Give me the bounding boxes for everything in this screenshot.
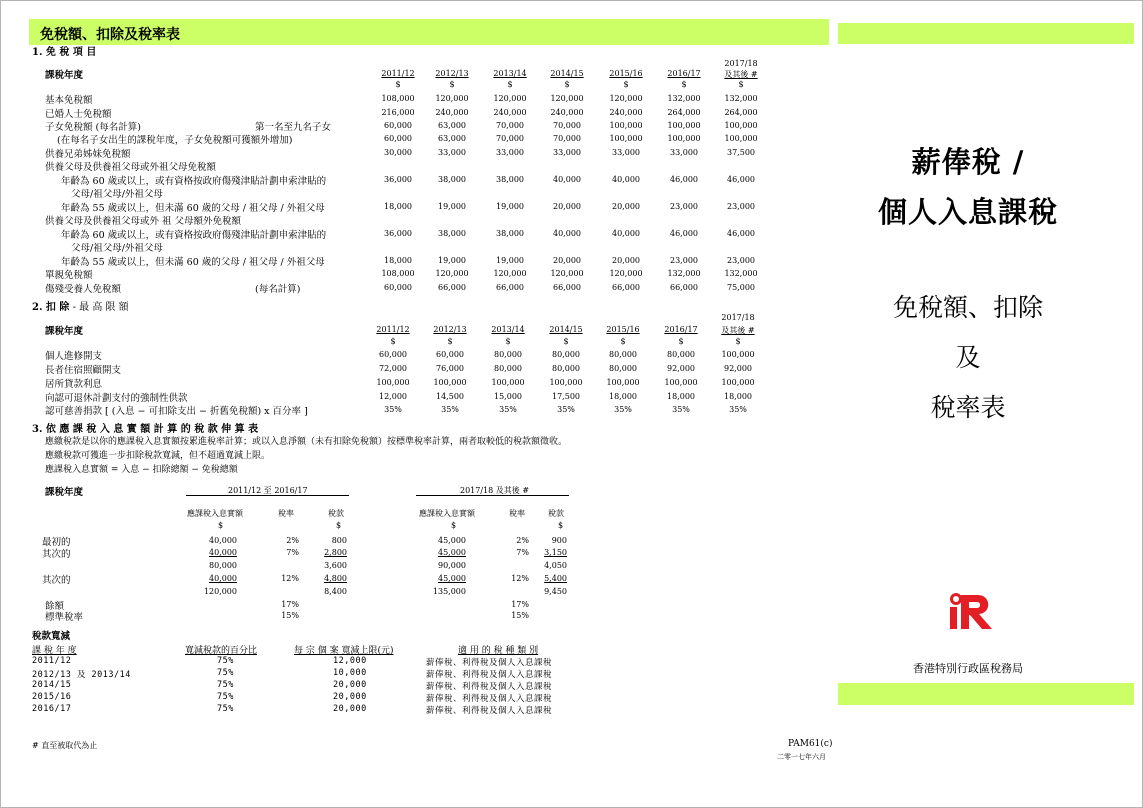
deduction-value: 35%	[557, 405, 575, 414]
section3-line3: 應課稅入息實額 = 入息 − 扣除總額 − 免稅總額	[45, 465, 238, 475]
rate-table-cell: 15%	[511, 611, 529, 620]
allowance-value: 40,000	[553, 229, 581, 238]
year-column-header-last-top: 2017/18	[721, 313, 755, 322]
waiver-cell: 75%	[217, 656, 234, 666]
waiver-cell: 2011/12	[32, 656, 72, 666]
allowance-value: 23,000	[727, 256, 755, 265]
allowance-value: 70,000	[553, 134, 581, 143]
year-column-header: 2011/12	[376, 325, 410, 334]
dollar-sign: $	[735, 337, 741, 346]
period-b-header: 2017/18 及其後 #	[460, 486, 530, 495]
dollar-sign: $	[681, 80, 687, 89]
allowance-value: 70,000	[496, 121, 524, 130]
rate-band-label: 最初的	[42, 537, 71, 548]
allowance-value: 63,000	[438, 121, 466, 130]
rate-table-cell: 17%	[511, 600, 529, 609]
waiver-cell: 薪俸稅、利得稅及個人入息課稅	[426, 694, 553, 704]
rate-header-a: 稅率	[278, 509, 294, 518]
deduction-value: 80,000	[552, 350, 580, 359]
year-column-header: 2012/13	[435, 69, 469, 78]
allowance-value: 120,000	[493, 94, 527, 103]
cover-subtitle-line2: 及	[955, 343, 981, 372]
waiver-title: 稅款寬減	[32, 631, 71, 642]
allowance-value: 120,000	[493, 269, 527, 278]
allowance-value: 100,000	[667, 134, 701, 143]
allowance-value: 36,000	[384, 229, 412, 238]
deduction-value: 18,000	[724, 392, 752, 401]
year-column-header: 2011/12	[381, 69, 415, 78]
allowance-value: 19,000	[438, 256, 466, 265]
deduction-label: 認可慈善捐款 [ (入息 − 可扣除支出 − 折舊免稅額) x 百分率 ]	[45, 406, 308, 417]
allowance-value: 132,000	[667, 94, 701, 103]
deduction-value: 72,000	[379, 364, 407, 373]
period-b-rule	[416, 495, 569, 496]
period-a-rule	[186, 495, 349, 496]
waiver-cell: 75%	[217, 704, 234, 714]
allowance-value: 120,000	[435, 94, 469, 103]
waiver-cell: 20,000	[333, 692, 367, 702]
rate-table-cell: 7%	[516, 548, 529, 557]
waiver-cell: 2015/16	[32, 692, 72, 702]
allowance-label: 子女免稅額 (每名計算)	[45, 122, 141, 133]
cover-bottom-band	[838, 683, 1134, 705]
rate-table-cell: 40,000	[209, 536, 237, 545]
dollar-sign: $	[738, 80, 744, 89]
allowance-value: 46,000	[727, 229, 755, 238]
rate-table-cell: 40,000	[209, 574, 237, 583]
cover-title-line2: 個人入息課稅	[877, 195, 1058, 229]
waiver-header-ceiling: 每 宗 個 案 寬減上限(元)	[294, 646, 394, 656]
rate-header-b: 稅率	[509, 509, 525, 518]
deduction-value: 80,000	[552, 364, 580, 373]
tax-header-b: 稅款	[548, 509, 564, 518]
year-column-header: 2016/17	[664, 325, 698, 334]
section3-year-header: 課稅年度	[45, 487, 84, 498]
allowance-value: 120,000	[550, 94, 584, 103]
allowance-value: 38,000	[438, 175, 466, 184]
rate-table-cell: 17%	[281, 600, 299, 609]
allowance-value: 60,000	[384, 134, 412, 143]
waiver-cell: 2016/17	[32, 704, 72, 714]
deduction-value: 35%	[384, 405, 402, 414]
allowance-value: 20,000	[612, 256, 640, 265]
rate-table-cell: 80,000	[209, 561, 237, 570]
waiver-cell: 75%	[217, 680, 234, 690]
waiver-header-year: 課 稅 年 度	[32, 646, 77, 656]
allowance-label: 年齡為 55 歲或以上，但未滿 60 歲的父母 / 祖父母 / 外祖父母	[61, 203, 325, 214]
allowance-value: 33,000	[553, 148, 581, 157]
rate-table-cell: 9,450	[544, 587, 567, 596]
rate-table-cell: 90,000	[438, 561, 466, 570]
rate-table-cell: 4,800	[324, 574, 347, 583]
allowance-value: 19,000	[496, 256, 524, 265]
allowance-value: 18,000	[384, 256, 412, 265]
allowance-value: 120,000	[609, 269, 643, 278]
deduction-value: 100,000	[664, 378, 698, 387]
cover-title-line1: 薪俸稅 /	[911, 145, 1025, 179]
allowance-value: 240,000	[609, 108, 643, 117]
rate-table-cell: 2%	[286, 536, 299, 545]
deduction-value: 80,000	[667, 350, 695, 359]
footnote: # 直至被取代為止	[32, 741, 98, 750]
deduction-value: 18,000	[609, 392, 637, 401]
allowance-value: 132,000	[724, 94, 758, 103]
allowance-value: 240,000	[435, 108, 469, 117]
allowance-value: 63,000	[438, 134, 466, 143]
allowance-value: 66,000	[438, 283, 466, 292]
allowance-value: 33,000	[670, 148, 698, 157]
allowance-value: 70,000	[553, 121, 581, 130]
rate-table-cell: 120,000	[203, 587, 237, 596]
ird-logo	[948, 591, 996, 631]
rate-table-cell: 135,000	[432, 587, 466, 596]
allowance-value: 216,000	[381, 108, 415, 117]
allowance-label: 已婚人士免稅額	[45, 109, 112, 120]
deduction-value: 80,000	[494, 364, 522, 373]
deduction-label: 個人進修開支	[45, 351, 103, 362]
dollar-a2: $	[336, 521, 342, 530]
rate-table-cell: 45,000	[438, 574, 466, 583]
allowance-label: 年齡為 60 歲或以上，或有資格按政府傷殘津貼計劃申索津貼的	[61, 176, 327, 187]
deduction-label: 居所貸款利息	[45, 379, 103, 390]
rate-table-cell: 900	[551, 536, 567, 545]
allowance-value: 23,000	[670, 202, 698, 211]
allowance-value: 66,000	[670, 283, 698, 292]
dollar-sign: $	[623, 80, 629, 89]
allowance-value: 30,000	[384, 148, 412, 157]
rate-band-label: 餘額	[45, 601, 65, 612]
dollar-sign: $	[447, 337, 453, 346]
waiver-cell: 75%	[217, 668, 234, 678]
waiver-cell: 薪俸稅、利得稅及個人入息課稅	[426, 682, 553, 692]
allowance-value: 66,000	[496, 283, 524, 292]
net-income-header-b: 應課稅入息實額	[419, 509, 475, 518]
rate-table-cell: 2,800	[324, 548, 347, 557]
allowance-value: 18,000	[384, 202, 412, 211]
allowance-label: 傷殘受養人免稅額	[45, 284, 122, 295]
allowance-value: 38,000	[438, 229, 466, 238]
rate-table-cell: 40,000	[209, 548, 237, 557]
dollar-sign: $	[620, 337, 626, 346]
year-column-header: 2012/13	[433, 325, 467, 334]
deduction-value: 100,000	[376, 378, 410, 387]
allowance-value: 240,000	[550, 108, 584, 117]
year-column-header: 2013/14	[491, 325, 525, 334]
allowance-label: 父母/祖父母/外祖父母	[71, 243, 163, 254]
allowance-value: 66,000	[612, 283, 640, 292]
cover-subtitle-line3: 稅率表	[930, 393, 1006, 422]
section3-line2: 應繳稅款可獲進一步扣除稅款寬減，但不超過寬減上限。	[45, 451, 271, 461]
deduction-value: 17,500	[552, 392, 580, 401]
rate-table-cell: 12%	[281, 574, 299, 583]
rate-table-cell: 45,000	[438, 536, 466, 545]
section1-year-header: 課稅年度	[45, 70, 84, 81]
allowance-value: 70,000	[496, 134, 524, 143]
deduction-label: 向認可退休計劃支付的強制性供款	[45, 393, 188, 404]
allowance-value: 20,000	[553, 256, 581, 265]
cover-subtitle-line1: 免稅額、扣除	[892, 293, 1043, 322]
allowance-label: 供養父母及供養祖父母或外祖父母免稅額	[45, 162, 217, 173]
allowance-value: 40,000	[612, 229, 640, 238]
allowance-value: 40,000	[553, 175, 581, 184]
rate-band-label: 其次的	[42, 549, 71, 560]
rate-table-cell: 3,600	[324, 561, 347, 570]
deduction-label: 長者住宿照顧開支	[45, 365, 122, 376]
deduction-value: 92,000	[667, 364, 695, 373]
rate-band-label: 標準稅率	[45, 612, 84, 623]
deduction-value: 35%	[729, 405, 747, 414]
allowance-label: 供養父母及供養祖父母或外 祖 父母額外免稅額	[45, 216, 242, 227]
allowance-value: 75,000	[727, 283, 755, 292]
deduction-value: 14,500	[436, 392, 464, 401]
deduction-value: 60,000	[379, 350, 407, 359]
allowance-value: 33,000	[496, 148, 524, 157]
allowance-value: 240,000	[493, 108, 527, 117]
rate-table-cell: 3,150	[544, 548, 567, 557]
allowance-label: 供養兄弟姊妹免稅額	[45, 149, 131, 160]
dollar-sign: $	[678, 337, 684, 346]
deduction-value: 76,000	[436, 364, 464, 373]
waiver-cell: 2012/13 及 2013/14	[32, 670, 131, 680]
deduction-value: 15,000	[494, 392, 522, 401]
allowance-value: 108,000	[381, 94, 415, 103]
allowance-value: 19,000	[496, 202, 524, 211]
allowance-value: 33,000	[612, 148, 640, 157]
allowance-value: 132,000	[724, 269, 758, 278]
section2-title-main: 2. 扣 除	[32, 302, 70, 313]
dollar-sign: $	[563, 337, 569, 346]
dollar-sign: $	[507, 80, 513, 89]
rate-table-cell: 12%	[511, 574, 529, 583]
allowance-note: (每名計算)	[255, 284, 301, 295]
section3-line1: 應繳稅款是以你的應課稅入息實額按累進稅率計算；或以入息淨額（未有扣除免稅額）按標準稅率計算，兩者取較低的稅款額徵收。	[45, 437, 568, 447]
year-column-header: 2013/14	[493, 69, 527, 78]
deduction-value: 35%	[672, 405, 690, 414]
allowance-value: 120,000	[609, 94, 643, 103]
allowance-value: 38,000	[496, 175, 524, 184]
dollar-sign: $	[390, 337, 396, 346]
deduction-value: 18,000	[667, 392, 695, 401]
allowance-value: 20,000	[553, 202, 581, 211]
cover-top-band	[838, 23, 1134, 44]
year-column-header: 2015/16	[606, 325, 640, 334]
document-date: 二零一七年六月	[777, 753, 826, 761]
department-name: 香港特別行政區稅務局	[913, 662, 1023, 675]
allowance-value: 120,000	[550, 269, 584, 278]
rate-table-cell: 5,400	[544, 574, 567, 583]
deduction-value: 100,000	[433, 378, 467, 387]
tax-header-a: 稅款	[328, 509, 344, 518]
deduction-value: 80,000	[609, 350, 637, 359]
allowance-value: 46,000	[727, 175, 755, 184]
dollar-sign: $	[505, 337, 511, 346]
deduction-value: 100,000	[491, 378, 525, 387]
rate-table-cell: 8,400	[324, 587, 347, 596]
net-income-header-a: 應課稅入息實額	[187, 509, 243, 518]
deduction-value: 60,000	[436, 350, 464, 359]
waiver-header-percent: 寬減稅款的百分比	[185, 646, 258, 656]
allowance-value: 37,500	[727, 148, 755, 157]
allowance-value: 23,000	[727, 202, 755, 211]
deduction-value: 80,000	[494, 350, 522, 359]
waiver-header-taxtype: 適 用 的 稅 種 類 別	[458, 646, 539, 656]
allowance-value: 19,000	[438, 202, 466, 211]
year-column-header: 2015/16	[609, 69, 643, 78]
year-column-header-last-bottom: 及其後 #	[721, 326, 755, 335]
rate-table-cell: 15%	[281, 611, 299, 620]
deduction-value: 35%	[499, 405, 517, 414]
section2-year-header: 課稅年度	[45, 326, 84, 337]
dollar-a1: $	[218, 521, 224, 530]
section2-title-sub: - 最 高 限 額	[69, 302, 129, 313]
rate-table-cell: 45,000	[438, 548, 466, 557]
dollar-sign: $	[564, 80, 570, 89]
year-column-header-last-bottom: 及其後 #	[724, 70, 758, 79]
allowance-label: (在每名子女出生的課稅年度，子女免稅額可獲額外增加)	[57, 135, 293, 146]
waiver-cell: 20,000	[333, 704, 367, 714]
allowance-value: 132,000	[667, 269, 701, 278]
rate-table-cell: 7%	[286, 548, 299, 557]
allowance-label: 單親免稅額	[45, 270, 93, 281]
waiver-cell: 12,000	[333, 656, 367, 666]
deduction-value: 80,000	[609, 364, 637, 373]
allowance-value: 100,000	[724, 121, 758, 130]
period-a-header: 2011/12 至 2016/17	[228, 486, 308, 495]
deduction-value: 100,000	[606, 378, 640, 387]
allowance-value: 264,000	[724, 108, 758, 117]
allowance-value: 60,000	[384, 283, 412, 292]
rate-table-cell: 4,050	[544, 561, 567, 570]
allowance-value: 33,000	[438, 148, 466, 157]
year-column-header: 2014/15	[549, 325, 583, 334]
allowance-value: 264,000	[667, 108, 701, 117]
year-column-header-last-top: 2017/18	[724, 59, 758, 68]
waiver-cell: 75%	[217, 692, 234, 702]
rate-table-cell: 800	[331, 536, 347, 545]
allowance-value: 120,000	[435, 269, 469, 278]
rate-band-label: 其次的	[42, 575, 71, 586]
allowance-label: 年齡為 60 歲或以上，或有資格按政府傷殘津貼計劃申索津貼的	[61, 230, 327, 241]
deduction-value: 100,000	[549, 378, 583, 387]
allowance-value: 100,000	[667, 121, 701, 130]
deduction-value: 100,000	[721, 350, 755, 359]
allowance-label: 年齡為 55 歲或以上，但未滿 60 歲的父母 / 祖父母 / 外祖父母	[61, 257, 325, 268]
waiver-cell: 2014/15	[32, 680, 72, 690]
allowance-value: 60,000	[384, 121, 412, 130]
allowance-value: 100,000	[609, 121, 643, 130]
deduction-value: 35%	[614, 405, 632, 414]
section3-title: 3. 依 應 課 稅 入 息 實 額 計 算 的 稅 款 伸 算 表	[32, 424, 259, 435]
waiver-cell: 薪俸稅、利得稅及個人入息課稅	[426, 706, 553, 716]
allowance-note: 第一名至九名子女	[255, 122, 332, 133]
year-column-header: 2014/15	[550, 69, 584, 78]
allowance-value: 100,000	[609, 134, 643, 143]
document-code: PAM61(c)	[788, 739, 833, 749]
waiver-cell: 10,000	[333, 668, 367, 678]
rate-table-cell: 2%	[516, 536, 529, 545]
allowance-value: 20,000	[612, 202, 640, 211]
allowance-value: 100,000	[724, 134, 758, 143]
section2-title	[32, 298, 129, 313]
document-title: 免稅額、扣除及稅率表	[40, 27, 180, 43]
allowance-value: 38,000	[496, 229, 524, 238]
waiver-cell: 20,000	[333, 680, 367, 690]
deduction-value: 92,000	[724, 364, 752, 373]
dollar-b2: $	[558, 521, 564, 530]
allowance-value: 23,000	[670, 256, 698, 265]
dollar-b1: $	[451, 521, 457, 530]
allowance-value: 46,000	[670, 229, 698, 238]
allowance-value: 36,000	[384, 175, 412, 184]
allowance-label: 基本免稅額	[45, 95, 93, 106]
section1-title: 1. 免 稅 項 目	[32, 47, 97, 58]
waiver-cell: 薪俸稅、利得稅及個人入息課稅	[426, 658, 553, 668]
allowance-label: 父母/祖父母/外祖父母	[71, 189, 163, 200]
allowance-value: 40,000	[612, 175, 640, 184]
dollar-sign: $	[449, 80, 455, 89]
allowance-value: 66,000	[553, 283, 581, 292]
deduction-value: 35%	[441, 405, 459, 414]
deduction-value: 100,000	[721, 378, 755, 387]
waiver-cell: 薪俸稅、利得稅及個人入息課稅	[426, 670, 553, 680]
deduction-value: 12,000	[379, 392, 407, 401]
allowance-value: 108,000	[381, 269, 415, 278]
year-column-header: 2016/17	[667, 69, 701, 78]
dollar-sign: $	[395, 80, 401, 89]
allowance-value: 46,000	[670, 175, 698, 184]
